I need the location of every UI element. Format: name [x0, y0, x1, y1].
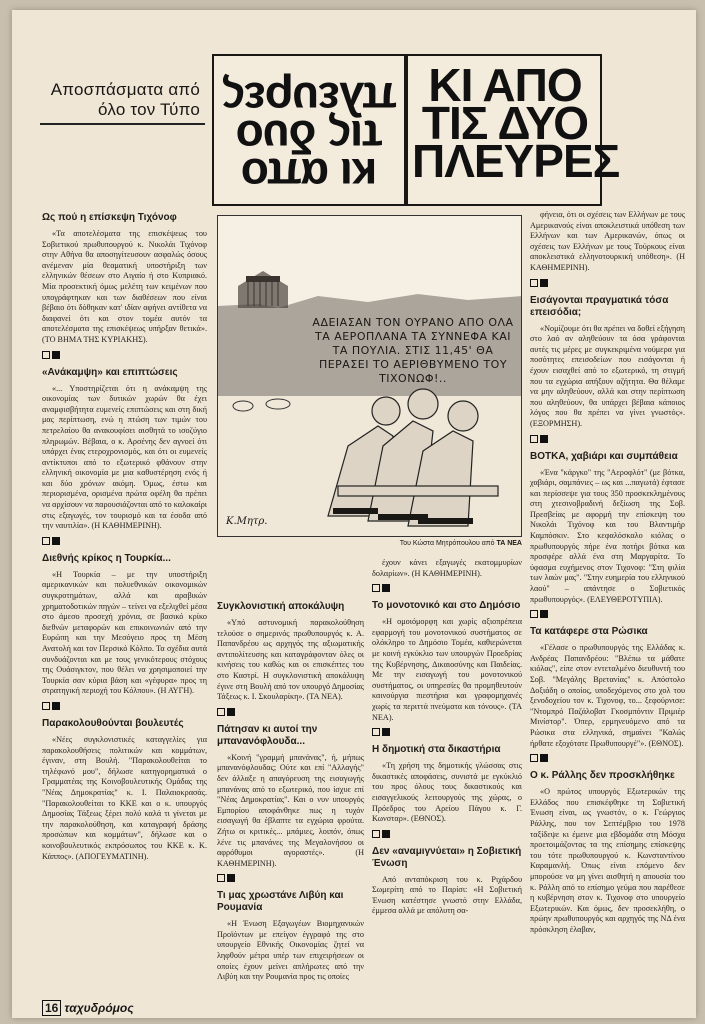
- separator-squares: [530, 279, 685, 289]
- article-text: έχουν κάνει εξαγωγές εκατομμυρίων δολαρίων». (Η ΚΑΘΗΜΕΡΙΝΗ).: [372, 558, 522, 578]
- separator-squares: [530, 435, 685, 445]
- cartoon: [217, 215, 522, 537]
- headline: «Ανάκαμψη» και επιπτώσεις: [42, 366, 178, 378]
- headline: Συγκλονιστική αποκάλυψη: [217, 601, 345, 612]
- article-text: «Τα αποτελέσματα της επισκέψεως του Σοβιετικού πρωθυπουργού κ. Νικολάι Τιχόνοφ στην Αθήνα θα αποσηγίτευσουν ασφαλώς όσους ανέμεναν μία θεαματική υποστήριξη των ελληνικών θέσεων στο Αιγαίο ή στο Κυπριακό. Μία προσεκτική όμως μελέτη των κειμένων που υπογράφτηκαν και των διαθέσεων που είναι βέβαιο ότι δόθηκαν κατ' ιδίαν αφήνει αντίθετα να διαφανεί ότι και στον τομέα αυτόν τα αποτελέσματα της επισκέψεως υπήρξαν θετικά». (ΤΟ ΒΗΜΑ ΤΗΣ ΚΥΡΙΑΚΗΣ).: [42, 229, 207, 344]
- column-3: [372, 558, 522, 1008]
- cartoon-signature: K.Mητρ.: [226, 516, 268, 527]
- column-1: [42, 206, 207, 991]
- headline: Τι μας χρωστάνε Λιβύη και Ρουμανία: [217, 890, 344, 914]
- article-text: φήνεια, ότι οι σχέσεις των Ελλήνων με τους Αμερικανούς είναι αποκλειστικά υπόθεση των Ελλήνων και των Αμερικανών, όπως οι σχέσεις των Ελλήνων με τους Τούρκους είναι αποκλειστικά ελληνοτουρκική υπόθεση». (Η ΚΑΘΗΜΕΡΙΝΗ).: [530, 210, 685, 272]
- headline: ΒΟΤΚΑ, χαβιάρι και συμπάθεια: [530, 450, 678, 462]
- headline: Τα κατάφερε στα Ρώσικα: [530, 626, 648, 638]
- separator-squares: [42, 351, 207, 361]
- column-4: [530, 210, 685, 1005]
- headline: Η δημοτική στα δικαστήρια: [372, 744, 501, 756]
- page-footer: [42, 1000, 134, 1016]
- flipped-title: κι απο τις δυο πλευρες: [222, 73, 397, 201]
- caption-source: ΤΑ ΝΕΑ: [496, 540, 522, 547]
- article-text: «Γέλασε ο πρωθυπουργός της Ελλάδας κ. Ανδρέας Παπανδρέου: "Βλέπω τα μάθατε κιόλας", είπε στον εντεταλμένο διευθυντή του Σοβ. "Μεγάλης Βρετανίας" κ. Απόστολο Δοξιάδη ο οποίος, υποδεχόμενος στο χολ του ξενοδοχείου τον κ. Τιχονοφ, το... ξεφούρνισε: "Ντομπρό Παζάλοβατ Γκοσμπόντιν Πριμιέρ Μινίστορ". Όπερ, ερμηνευόμενο από τα Ρώσικα στα ελληνικά, σημαίνει "Καλώς ήρθατε εξοχότατε Πρωθυπουργέ"». (ΕΘΝΟΣ).: [530, 643, 685, 748]
- separator-squares: [372, 728, 522, 738]
- cartoon-caption: [392, 540, 522, 547]
- page-number: 16: [42, 1000, 61, 1016]
- separator-squares: [372, 830, 522, 840]
- article-text: «Κοινή "γραμμή μπανάνας", ή, μήπως μπανανόφλουδας; Ούτε και επί "Αλλαγής" δεν άλλαξε η απαγόρευση της εισαγωγής μπανάνας από το εξωτερικό, που ίσχυε επί "Νέας Δημοκρατίας". Και ο νυν υπουργός Εμπορίου αποφάνθηκε πως η τυχόν εισαγωγή θα έβλαπτε τα εγχώρια φρούτα. Ζήτω οι κριτικές... μπάμιες, λοιπόν, όπως λένε τις μπανάνες της Μεγαλονήσου οι αφρόθυμοι αγοραστές». (Η ΚΑΘΗΜΕΡΙΝΗ).: [217, 752, 364, 868]
- separator-squares: [217, 874, 364, 884]
- article-text: «Η Τουρκία – με την υποστήριξη αμερικανικών και πολυεθνικών οικονομικών συγκροτημάτων, αλλά και αραβικών χρηματοδοτικών πηγών – τείνει να εξελιχθεί μέσα στο άμεσο προσεχή χρόνια, σε βασικό κρίκο διεθνών μεταφορών και επικοινωνιών από την Ευρώπη και την Μεσόγειο προς τη Μέση Ανατολή και τον Περσικό Κόλπο. Τα σχέδια αυτά συνδυάζονται και με τους γενικότερους στόχους της Ουάσιγκτον, που θέλει να χρησιμοποιεί την Τουρκία σαν κύρια βάση και «γέφυρα» προς τη στρατηγική περιοχή του Κόλπου». (Η ΑΥΓΗ).: [42, 569, 207, 696]
- separator-squares: [42, 702, 207, 712]
- headline: Δεν «αναμιγνύεται» η Σοβιετική Ένωση: [372, 845, 522, 869]
- separator-squares: [217, 708, 364, 718]
- separator-squares: [530, 754, 685, 764]
- page-title: ΚΙ ΑΠΟ ΤΙΣ ΔΥΟ ΠΛΕΥΡΕΣ: [412, 59, 620, 187]
- cartoon-speech: ΑΔΕΙΑΣΑΝ ΤΟΝ ΟΥΡΑΝΟ ΑΠΟ ΟΛΑ ΤΑ ΑΕΡΟΠΛΑΝΑ ΤΑ ΣΥΝΝΕΦΑ ΚΑΙ ΤΑ ΠΟΥΛΙΑ. ΣΤΙΣ 11,45' ΘΑ ΠΕΡΑΣΕΙ ΤΟ ΑΕΡΙΘΒΥΜΕΝΟ ΤΟΥ ΤΙΧΟΝΩΦ!..: [312, 316, 514, 385]
- article-text: «Υπό αστυνομική παρακολούθηση τελούσε ο σημερινός πρωθυπουργός κ. Α. Παπανδρέου ως αρχηγός της αξιωματικής αντιπολίτευσης και καταγράφονταν όλες οι κινήσεις του καθώς και οι επισκέπτες του στο Καστρί. Η συγκλονιστική αποκάλυψη έγινε στη Βουλή από τον υπουργό Δημοσίας Τάξεως κ. Ι. Σκουλαρίκη». (ΤΑ ΝΕΑ).: [217, 618, 364, 702]
- article-text: «Ο πρώτος υπουργός Εξωτερικών της Ελλάδος που επισκέφθηκε τη Σοβιετική Ένωση είναι, ως γνωστόν, ο κ. Γεώργιος Ράλλης, που τον Σεπτέμβριο του 1978 ταξίδεψε κι έμεινε μια εβδομάδα στη Μόσχα προετοιμάζοντας τα της επίσημης επίσκεψης του τότε πρωθυπουργού κ. Κωνσταντίνου Καραμανλή. Όπως είναι επόμενο δεν μπορούσε να μη γίνει αισθητή η απουσία του κ. Ράλλη από το επίσημο γεύμα που παρέθεσε η κυβέρνηση στον κ. Τιχονοφ στο υπουργείο Εξωτερικών. Και όμως, δεν προσεκλήθη, ο πρώην πρωθυπουργός και αρχηγός της ΝΔ ένα πρόσκληση έλαβαν,: [530, 787, 685, 934]
- headline: Παρακολουθούνται βουλευτές: [42, 717, 184, 729]
- magazine-name: ταχυδρόμος: [64, 1001, 134, 1015]
- separator-squares: [42, 537, 207, 547]
- magazine-page: [12, 10, 696, 1018]
- article-text: «Νέες συγκλονιστικές καταγγελίες για παρακολουθήσεις πολιτικών και κομμάτων, έγιναν, στη Βουλή. "Παρακολουθείται το τηλέφωνό μου", δήλωσε κατηγορηματικά ο Γραμματέας της Κοινοβουλευτικής Ομάδας της "Νέας Δημοκρατίας" κ. Ι. Παλαιοκρασάς. "Παρακολουθείται το ΚΚΕ και ο κ. υπουργός Δημοσίας Τάξεως ξέρει πολύ καλά τι γίνεται με την παρακολούθηση, και καταγραφή δράσης προσώπων και κομμάτων", δήλωσε και ο κοινοβουλευτικός εκπρόσωπος του ΚΚΕ κ. Κ. Κάππος». (ΑΠΟΓΕΥΜΑΤΙΝΗ).: [42, 734, 207, 861]
- article-text: «Νομίζουμε ότι θα πρέπει να δοθεί εξήγηση στο λαό αν αληθεύουν τα όσα γράφονται αυτές τις μέρες με συγκεκριμένα νούμερα για ποσότητες επεισοδείων που εισάγονται ή έχουν εισαχθεί από το εξωτερικό, τη στιγμή που τα εγχώρια απήξουν αζήτητα. Θα θέλαμε να μην αληθεύουν, αλλά και στην περίπτωση που αληθεύουν, θα υπάρχει βέβαια κάποιος λόγος που θα πρέπει να γίνει γνωστός». (ΕΞΟΡΜΗΣΗ).: [530, 323, 685, 428]
- headline: Πάτησαν κι αυτοί την μπανανόφλουδα...: [217, 723, 318, 747]
- section-subtitle: Αποσπάσματα από όλο τον Τύπο: [50, 80, 200, 119]
- article-text: «Η Ένωση Εξαγωγέων Βιομηχανικών Προϊόντων με επείγον έγγραφό της στο υπουργείο Εθνικής Οικονομίας ζητεί να ληφθούν μέτρα υπέρ των επιχειρήσεων οι οποίες έχουν μείνει απλήρωτες από την Λιβύη και την Ρουμανία προς τις οποίες: [217, 919, 364, 982]
- column-2: [217, 595, 364, 1005]
- header-rule: [40, 123, 205, 125]
- article-text: «... Υποστηρίζεται ότι η ανάκαμψη της οικονομίας των δυτικών χωρών θα έχει αναμφισβήτητα ευμενείς επιπτώσεις και στη δική μας περίπτωση, ενώ η πτώση των τιμών του πετρελαίου θα ανακουφίσει αισθητά το ισοζύγιο πληρωμών. Βέβαια, ο κ. Αρσένης δεν αγνοεί ότι υπάρχει ένας ετεροχρονισμός, και ότι οι ευμενείς αντίκτυποι από το εξωτερικό φθάνουν στην ελληνική οικονομία με μια καθυστέρηση ενός ή και δύο χρόνων ακόμη. Όμως, έστω και περιορισμένα, ορισμένα πρώτα οφέλη θα πρέπει να αρχίσουν να παρουσιάζονται από το καλοκαίρι στις εξαγωγές, τον τουρισμό και τα έσοδα από την ναυτιλία». (Η ΚΑΘΗΜΕΡΙΝΗ).: [42, 383, 207, 531]
- headline: Ο κ. Ράλλης δεν προσκλήθηκε: [530, 770, 675, 782]
- caption-prefix: Του Κώστα Μητρόπουλου από: [399, 540, 495, 547]
- headline: Εισάγονται πραγματικά τόσα επεισόδια;: [530, 294, 669, 318]
- separator-squares: [372, 584, 522, 594]
- article-text: Από ανταπόκριση του κ. Ριχάρδου Σωμερίτη από το Παρίσι: «Η Σοβιετική Ένωση κατέστησε γνωστό στην Ελλάδα, έμμεσα αλλά με απόλυτη σα-: [372, 874, 522, 916]
- headline: Το μονοτονικό και στο Δημόσιο: [372, 600, 521, 612]
- separator-squares: [530, 610, 685, 620]
- article-text: «Η ομοιόμορφη και χωρίς αξιοπρέπεια εφαρμογή του μονοτονικού συστήματος σε ολόκληρο το Δημόσιο Τομέα, καθιερώνεται με κοινή εγκύκλιο των υπουργών Προεδρίας της Κυβέρνησης, Δικαιοσύνης και Παιδείας. Με την εισαγωγή του μονοτονικού συστήματος, οι υπηρεσίες θα προμηθευτούν καινούργια πιεστήρια και γραφομηχανές χωρίς τα περιττά πνεύματα και τόνους». (ΤΑ ΝΕΑ).: [372, 617, 522, 722]
- article-text: «Τη χρήση της δημοτικής γλώσσας στις δικαστικές αποφάσεις, συνιστά με εγκύκλιό του προς όλους τους δικαστικούς και εισαγγελικούς λειτουργούς της χώρας, ο Πρόεδρος του Αρείου Πάγου κ. Γ. Κωνσταρ». (ΕΘΝΟΣ).: [372, 761, 522, 824]
- headline: Ως πού η επίσκεψη Τιχόνοφ: [42, 212, 177, 223]
- article-text: «Ένα "κάργκο" της "Αεροφλότ" (με βότκα, χαβιάρι, σαμπάνιες – ως και ...παγωτά) έφτασε και περίσσεψε για τους 350 προσκεκλημένους στη χτεσινοβραδινή δεξίωση της Σοβ. Πρεσβείας με αφορμή την επίσκεψη του Νικολάι Τιχόνοφ και του Βλαντιμήρ Καμπόσκιν. Στο κεφαλόσκαλο κιόλας ο πρωθυπουργός πήρε ένα ποτήρι βότκα και προσφέρε αλλά ένα στη Μαργαρίτα. Το ύφασμα ευχήμενος στον Τιχονοφ: "Στη φιλία των λαών μας". "Στην ευημερία του ελληνικού λαού" – απάντησε ο Σοβιετικός πρωθυπουργός». (ΕΛΕΥΘΕΡΟΤΥΠΙΑ).: [530, 467, 685, 604]
- headline: Διεθνής κρίκος η Τουρκία...: [42, 552, 171, 564]
